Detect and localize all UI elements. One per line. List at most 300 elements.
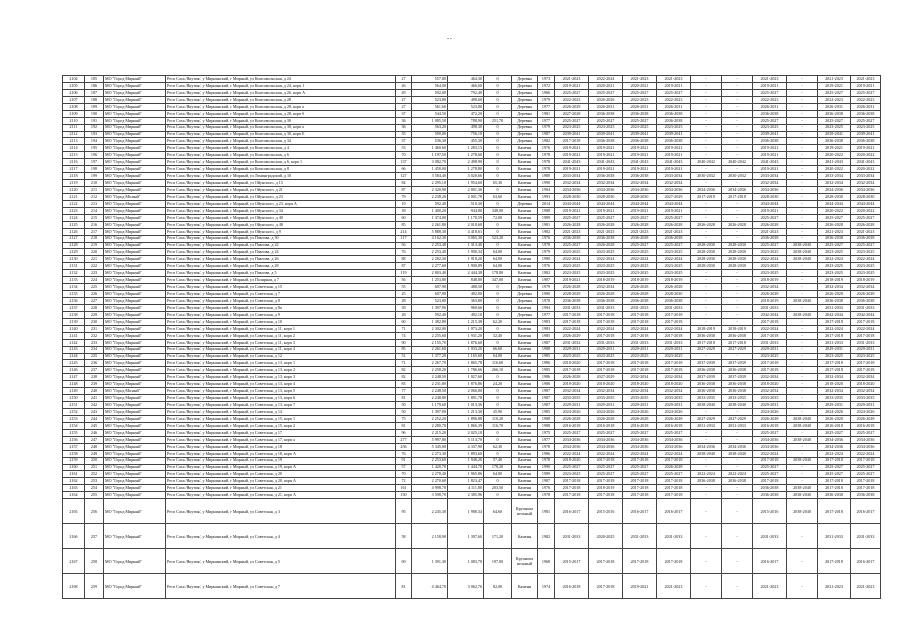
cell-period-1: 2019-2021 xyxy=(555,207,589,214)
cell-period-8: - xyxy=(787,263,818,270)
cell-period-6: 2036-2038 xyxy=(722,367,753,374)
cell-total-area: 2 261,80 xyxy=(412,221,448,228)
cell-municipality: МО "Город Мирный" xyxy=(104,131,166,138)
cell-row-index: 2135 xyxy=(63,291,85,298)
cell-item-number: 187 xyxy=(85,89,104,96)
cell-period-8: - xyxy=(787,138,818,145)
cell-period-10: 2026-2028 xyxy=(851,415,881,422)
cell-period-9: 2034-2036 xyxy=(818,436,851,443)
cell-nonresidential-area: 0 xyxy=(484,339,512,346)
cell-period-3: 2016-2018 xyxy=(623,422,657,429)
cell-period-2: 2024-2026 xyxy=(589,409,623,416)
cell-period-5: 2040-2042 xyxy=(691,159,722,166)
cell-municipality: МО "Город Мирный" xyxy=(104,145,166,152)
cell-total-area: 1 391,30 xyxy=(412,549,448,574)
cell-item-number: 191 xyxy=(85,117,104,124)
table-row xyxy=(63,256,881,263)
cell-row-index: 2151 xyxy=(63,402,85,409)
cell-build-year: 1987 xyxy=(538,395,555,402)
cell-period-5: - xyxy=(691,353,722,360)
cell-period-1: 2025-2027 xyxy=(555,242,589,249)
cell-living-area: 2 498,90 xyxy=(448,159,484,166)
cell-build-year: 1981 xyxy=(538,110,555,117)
cell-living-area: 960,66 xyxy=(448,304,484,311)
cell-period-8: - xyxy=(787,166,818,173)
cell-total-area: 563,20 xyxy=(412,124,448,131)
cell-period-9: 2017-2018 xyxy=(818,549,851,574)
cell-item-number: 229 xyxy=(85,311,104,318)
cell-period-3: 2031-2033 xyxy=(623,524,657,549)
cell-period-7: 2033-2034 xyxy=(753,173,787,180)
cell-build-year: 1972 xyxy=(538,82,555,89)
cell-municipality: МО "Город Мирный" xyxy=(104,574,166,599)
cell-period-6: 2027-2029 xyxy=(722,415,753,422)
cell-build-year: 1979 xyxy=(538,124,555,131)
cell-period-9: 2032-2034 xyxy=(818,180,851,187)
cell-period-7: 2034-2036 xyxy=(753,436,787,443)
cell-period-4: 2024-2026 xyxy=(657,409,691,416)
cell-living-area: 1 927,60 xyxy=(448,374,484,381)
cell-address: Респ Саха /Якутия/, у Мирнинский, г Мирный, ул Советская, д 11, корп 2 xyxy=(166,332,396,339)
cell-nonresidential-area: 0 xyxy=(484,311,512,318)
cell-nonresidential-area: 347,00 xyxy=(484,277,512,284)
cell-period-1: 2017-2018 xyxy=(555,485,589,492)
cell-period-10: 2031-2033 xyxy=(851,524,881,549)
cell-total-area: 544,50 xyxy=(412,110,448,117)
cell-nonresidential-area: 64,00 xyxy=(484,249,512,256)
cell-period-7: 2017-2018 xyxy=(753,367,787,374)
cell-period-5: - xyxy=(691,103,722,110)
cell-living-area: 1 165,60 xyxy=(448,353,484,360)
cell-wall-material: Каменн xyxy=(512,381,538,388)
cell-period-9: 2026-2028 xyxy=(818,221,851,228)
cell-address: Респ Саха /Якутия/, у Мирнинский, г Мирный, ул Советская, д 12 xyxy=(166,353,396,360)
cell-period-2: 2025-2027 xyxy=(589,464,623,471)
cell-period-8: - xyxy=(787,200,818,207)
cell-municipality: МО "Город Мирный" xyxy=(104,256,166,263)
cell-period-3: 2022-2023 xyxy=(623,96,657,103)
cell-period-7: 2025-2027 xyxy=(753,464,787,471)
cell-period-4: 2017-2018 xyxy=(657,318,691,325)
table-row xyxy=(63,367,881,374)
cell-period-5: 2033-2035 xyxy=(691,395,722,402)
cell-period-1: 2016-2018 xyxy=(555,422,589,429)
cell-nonresidential-area: 62,30 xyxy=(484,443,512,450)
cell-period-3: 2017-2018 xyxy=(623,478,657,485)
cell-residents: 77 xyxy=(396,388,412,395)
cell-period-6: - xyxy=(722,124,753,131)
cell-period-3: 2026-2031 xyxy=(623,103,657,110)
cell-row-index: 2123 xyxy=(63,207,85,214)
cell-period-4: 2036-2038 xyxy=(657,138,691,145)
cell-period-8: 2038-2040 xyxy=(787,422,818,429)
cell-period-5: 2036-2038 xyxy=(691,388,722,395)
cell-wall-material: Каменн xyxy=(512,304,538,311)
cell-address: Респ Саха /Якутия/, у Мирнинский, г Мирный, ул Павлова, д 24 xyxy=(166,249,396,256)
cell-period-4: 2023-2025 xyxy=(657,353,691,360)
cell-period-1: 2034-2036 xyxy=(555,436,589,443)
cell-nonresidential-area: 116,70 xyxy=(484,422,512,429)
cell-period-8: - xyxy=(787,381,818,388)
cell-item-number: 219 xyxy=(85,242,104,249)
cell-period-10: 2017-2018 xyxy=(851,332,881,339)
cell-period-3: 2025-2027 xyxy=(623,242,657,249)
cell-period-6: - xyxy=(722,228,753,235)
cell-total-area: 1 377,20 xyxy=(412,353,448,360)
cell-period-8: - xyxy=(787,346,818,353)
table-row xyxy=(63,221,881,228)
cell-period-6: - xyxy=(722,429,753,436)
cell-period-6: - xyxy=(722,499,753,524)
cell-period-4: 2025-2027 xyxy=(657,242,691,249)
cell-build-year: 1983 xyxy=(538,318,555,325)
table-row xyxy=(63,270,881,277)
cell-period-7: 2017-2018 xyxy=(753,360,787,367)
cell-period-3: 2033-2035 xyxy=(623,395,657,402)
cell-period-1: 2025-2027 xyxy=(555,429,589,436)
cell-build-year: 1989 xyxy=(538,214,555,221)
cell-period-10: 2025-2027 xyxy=(851,429,881,436)
cell-period-4: 2029-2031 xyxy=(657,402,691,409)
cell-residents: 150 xyxy=(396,492,412,499)
cell-living-area: 5 113,70 xyxy=(448,436,484,443)
cell-period-1: 2034-2036 xyxy=(555,443,589,450)
cell-period-2: 2036-2038 xyxy=(589,298,623,305)
table-row xyxy=(63,381,881,388)
cell-wall-material: Каменн xyxy=(512,346,538,353)
cell-living-area: 1 933,20 xyxy=(448,346,484,353)
cell-living-area: 1 786,66 xyxy=(448,367,484,374)
cell-period-10: 2020-2022 xyxy=(851,207,881,214)
cell-living-area: 1 931,20 xyxy=(448,332,484,339)
cell-row-index: 2164 xyxy=(63,492,85,499)
cell-period-5: - xyxy=(691,207,722,214)
cell-period-1: 2026-2028 xyxy=(555,284,589,291)
cell-item-number: 211 xyxy=(85,187,104,194)
cell-period-3: 2031-2033 xyxy=(623,304,657,311)
cell-period-2: 2033-2035 xyxy=(589,395,623,402)
cell-period-7: 2029-2031 xyxy=(753,346,787,353)
cell-total-area: 2 278,40 xyxy=(412,471,448,478)
cell-period-7: 2023-2025 xyxy=(753,263,787,270)
cell-living-area: 1 013,36 xyxy=(448,402,484,409)
cell-residents: 82 xyxy=(396,374,412,381)
cell-period-5: 2028-2030 xyxy=(691,249,722,256)
cell-row-index: 2121 xyxy=(63,193,85,200)
cell-item-number: 238 xyxy=(85,374,104,381)
cell-build-year: 1978 xyxy=(538,242,555,249)
cell-municipality: МО "Город Мирный" xyxy=(104,395,166,402)
cell-municipality: МО "Город Мирный" xyxy=(104,471,166,478)
cell-total-area: 2 273,30 xyxy=(412,450,448,457)
cell-wall-material: Деревян xyxy=(512,298,538,305)
cell-period-1: 2039-2041 xyxy=(555,131,589,138)
cell-total-area: 1 179,60 xyxy=(412,402,448,409)
cell-residents: 75 xyxy=(396,415,412,422)
cell-build-year: 1985 xyxy=(538,353,555,360)
cell-item-number: 240 xyxy=(85,388,104,395)
cell-period-5: 2036-2038 xyxy=(691,367,722,374)
cell-period-6: - xyxy=(722,166,753,173)
cell-item-number: 216 xyxy=(85,221,104,228)
cell-period-9: 2017-2018 xyxy=(818,360,851,367)
table-row xyxy=(63,207,881,214)
cell-wall-material: Каменн xyxy=(512,388,538,395)
cell-period-9: 2023-2025 xyxy=(818,124,851,131)
cell-period-1: 2036-2038 xyxy=(555,235,589,242)
cell-period-2: 2016-2018 xyxy=(589,422,623,429)
cell-row-index: 2110 xyxy=(63,117,85,124)
cell-wall-material: Каменн xyxy=(512,409,538,416)
cell-period-3: 2036-2038 xyxy=(623,235,657,242)
cell-period-9: 2044-2044 xyxy=(818,200,851,207)
cell-period-4: 2027-2029 xyxy=(657,193,691,200)
cell-living-area: 1 278,60 xyxy=(448,152,484,159)
cell-total-area: 607,90 xyxy=(412,284,448,291)
cell-period-9: 2032-2034 xyxy=(818,388,851,395)
cell-item-number: 214 xyxy=(85,207,104,214)
cell-period-2: 2015-2016 xyxy=(589,499,623,524)
cell-nonresidential-area: 57,40 xyxy=(484,457,512,464)
cell-wall-material: Каменн xyxy=(512,318,538,325)
cell-living-area: 363,80 xyxy=(448,298,484,305)
cell-period-3: 2036-2038 xyxy=(623,138,657,145)
table-row xyxy=(63,388,881,395)
cell-address: Респ Саха /Якутия/, у Мирнинский, г Мирный, ул Комсомольская, д 8 xyxy=(166,166,396,173)
cell-item-number: 237 xyxy=(85,367,104,374)
cell-period-9: 2026-2028 xyxy=(818,291,851,298)
cell-residents: 49 xyxy=(396,89,412,96)
cell-period-3: 2036-2038 xyxy=(623,173,657,180)
cell-municipality: МО "Город Мирный" xyxy=(104,263,166,270)
cell-period-10: 2036-2038 xyxy=(851,110,881,117)
cell-period-5: 2017-2018 xyxy=(691,339,722,346)
cell-period-1: 2023-2025 xyxy=(555,353,589,360)
cell-living-area: 2 444,38 xyxy=(448,270,484,277)
cell-build-year: 1975 xyxy=(538,429,555,436)
cell-period-6: - xyxy=(722,89,753,96)
cell-period-9: 2025-2027 xyxy=(818,89,851,96)
cell-period-3: 2028-2030 xyxy=(623,193,657,200)
cell-period-2: 2029-2031 xyxy=(589,346,623,353)
cell-total-area: 2 155,70 xyxy=(412,339,448,346)
cell-period-8: - xyxy=(787,187,818,194)
cell-period-4: 2017-2018 xyxy=(657,367,691,374)
cell-item-number: 225 xyxy=(85,284,104,291)
cell-build-year: 1978 xyxy=(538,152,555,159)
cell-period-5: 2036-2038 xyxy=(691,381,722,388)
cell-living-area: 1 215,38 xyxy=(448,318,484,325)
cell-municipality: МО "Город Мирный" xyxy=(104,96,166,103)
cell-address: Респ Саха /Якутия/, у Мирнинский, г Мирный, ул Советская, д 4 xyxy=(166,524,396,549)
cell-period-4: 2041-2043 xyxy=(657,159,691,166)
cell-row-index: 2136 xyxy=(63,298,85,305)
cell-period-9: 2025-2027 xyxy=(818,117,851,124)
cell-municipality: МО "Город Мirный" xyxy=(104,193,166,200)
cell-period-7: 2032-2034 xyxy=(753,388,787,395)
cell-period-6: 2017-2018 xyxy=(722,339,753,346)
cell-build-year: 1987 xyxy=(538,388,555,395)
cell-period-2: 2034-2036 xyxy=(589,443,623,450)
cell-build-year: 1966 xyxy=(538,89,555,96)
cell-total-area: 592,00 xyxy=(412,89,448,96)
table-row xyxy=(63,436,881,443)
cell-period-10: 2044-2044 xyxy=(851,200,881,207)
cell-address: Респ Саха /Якутия/, у Мирнинский, г Мирный, ул Комсомольская, д 24 xyxy=(166,76,396,83)
cell-total-area: 2 277,60 xyxy=(412,263,448,270)
table-row xyxy=(63,103,881,110)
cell-nonresidential-area: 63,60 xyxy=(484,193,512,200)
cell-build-year: 1977 xyxy=(538,103,555,110)
cell-period-2: 2039-2041 xyxy=(589,131,623,138)
cell-item-number: 239 xyxy=(85,381,104,388)
cell-build-year: 1986 xyxy=(538,360,555,367)
cell-period-10: 2023-2025 xyxy=(851,124,881,131)
cell-period-4: 2029-2031 xyxy=(657,346,691,353)
cell-period-7: 2017-2018 xyxy=(753,318,787,325)
cell-wall-material: Каменн xyxy=(512,277,538,284)
cell-wall-material: Деревян xyxy=(512,103,538,110)
cell-wall-material: Каменн xyxy=(512,485,538,492)
cell-period-8: - xyxy=(787,277,818,284)
cell-period-10: 2022-2024 xyxy=(851,450,881,457)
cell-period-1: 2036-2038 xyxy=(555,298,589,305)
cell-period-3: 2034-2036 xyxy=(623,443,657,450)
cell-period-3: 2019-2021 xyxy=(623,574,657,599)
cell-period-1: 2028-2029 xyxy=(555,291,589,298)
cell-period-8: - xyxy=(787,388,818,395)
cell-municipality: МО "Город Мирный" xyxy=(104,152,166,159)
cell-residents: 19 xyxy=(396,200,412,207)
cell-period-3: 2029-2031 xyxy=(623,346,657,353)
cell-period-2: 2036-2038 xyxy=(589,173,623,180)
cell-build-year: 1977 xyxy=(538,436,555,443)
cell-living-area: 1 283,15 xyxy=(448,145,484,152)
cell-residents: 28 xyxy=(396,298,412,305)
cell-period-6: - xyxy=(722,103,753,110)
cell-period-4: 2017-2018 xyxy=(657,360,691,367)
cell-wall-material: Каменн xyxy=(512,471,538,478)
table-row xyxy=(63,242,881,249)
cell-residents: 28 xyxy=(396,311,412,318)
cell-period-6: - xyxy=(722,464,753,471)
cell-row-index: 2130 xyxy=(63,256,85,263)
cell-period-3: 2017-2018 xyxy=(623,367,657,374)
cell-residents: 39 xyxy=(396,207,412,214)
cell-build-year: 1976 xyxy=(538,485,555,492)
cell-period-3: 2019-2021 xyxy=(623,145,657,152)
table-row xyxy=(63,298,881,305)
cell-residents: 83 xyxy=(396,381,412,388)
cell-period-7: 2019-2021 xyxy=(753,82,787,89)
cell-period-9: 2021-2023 xyxy=(818,574,851,599)
cell-living-area: 1 946,20 xyxy=(448,457,484,464)
cell-period-7: 2021-2023 xyxy=(753,228,787,235)
cell-wall-material: Деревян xyxy=(512,311,538,318)
cell-period-1: 2025-2027 xyxy=(555,89,589,96)
cell-row-index: 2143 xyxy=(63,346,85,353)
cell-period-5: - xyxy=(691,549,722,574)
cell-address: Респ Саха /Якутия/, у Мирнинский, г Мирный, ул Комсомольская, д 28 xyxy=(166,96,396,103)
cell-period-6: 2017-2018 xyxy=(722,193,753,200)
cell-period-2: 2041-2043 xyxy=(589,159,623,166)
cell-build-year: 1980 xyxy=(538,291,555,298)
cell-row-index: 2159 xyxy=(63,457,85,464)
cell-living-area: 1 865,78 xyxy=(448,360,484,367)
cell-period-5: 2036-2038 xyxy=(691,332,722,339)
cell-period-4: 2036-2038 xyxy=(657,117,691,124)
cell-period-3: 2025-2027 xyxy=(623,117,657,124)
cell-period-1: 2028-2030 xyxy=(555,193,589,200)
cell-total-area: 564,00 xyxy=(412,82,448,89)
cell-period-2: 2017-2018 xyxy=(589,360,623,367)
cell-period-9: 2032-2034 xyxy=(818,374,851,381)
cell-period-6: 2037-2039 xyxy=(722,374,753,381)
cell-row-index: 2111 xyxy=(63,124,85,131)
cell-item-number: 234 xyxy=(85,346,104,353)
cell-period-2: 2017-2018 xyxy=(589,549,623,574)
cell-period-4: 2025-2027 xyxy=(657,429,691,436)
cell-row-index: 2122 xyxy=(63,200,85,207)
cell-period-2: 2025-2027 xyxy=(589,117,623,124)
cell-period-1: 2019-2021 xyxy=(555,277,589,284)
cell-living-area: 1 893,60 xyxy=(448,450,484,457)
cell-period-5: - xyxy=(691,110,722,117)
cell-period-3: 2025-2027 xyxy=(623,429,657,436)
cell-period-4: 2022-2024 xyxy=(657,325,691,332)
cell-residents: 70 xyxy=(396,152,412,159)
cell-residents: 161 xyxy=(396,485,412,492)
cell-nonresidential-area: 197,00 xyxy=(484,549,512,574)
cell-build-year: 1978 xyxy=(538,443,555,450)
cell-period-1: 2022-2023 xyxy=(555,96,589,103)
cell-period-8: - xyxy=(787,221,818,228)
cell-period-1: 2018-2020 xyxy=(555,381,589,388)
cell-period-7: 2025-2027 xyxy=(753,117,787,124)
cell-period-10: 2021-2023 xyxy=(851,76,881,83)
cell-nonresidential-area: 0 xyxy=(484,478,512,485)
cell-wall-material: Деревян xyxy=(512,124,538,131)
cell-period-2: 2017-2018 xyxy=(589,574,623,599)
cell-period-9: 2022-2024 xyxy=(818,256,851,263)
cell-item-number: 210 xyxy=(85,180,104,187)
cell-period-9: 2036-2038 xyxy=(818,298,851,305)
cell-residents: 71 xyxy=(396,325,412,332)
cell-residents: 35 xyxy=(396,131,412,138)
cell-nonresidential-area: 62,20 xyxy=(484,318,512,325)
table-row xyxy=(63,76,881,83)
cell-period-10: 2032-2034 xyxy=(851,388,881,395)
cell-total-area: 1 400,20 xyxy=(412,207,448,214)
cell-period-10: 2021-2023 xyxy=(851,574,881,599)
cell-period-1: 2033-2035 xyxy=(555,395,589,402)
cell-address: Респ Саха /Якутия/, у Мирнинский, г Мирный, ул Советская, д 20, корп А xyxy=(166,478,396,485)
cell-row-index: 2150 xyxy=(63,395,85,402)
cell-address: Респ Саха /Якутия/, у Мирнинский, г Мирный, ул Советская, д 17, корп а xyxy=(166,436,396,443)
cell-address: Респ Саха /Якутия/, у Мирнинский, г Мирный, ул Советская, д 13, корп 2 xyxy=(166,367,396,374)
cell-period-4: 2026-2028 xyxy=(657,415,691,422)
cell-wall-material: Деревян xyxy=(512,76,538,83)
cell-period-5: 2022-2024 xyxy=(691,471,722,478)
cell-period-9: 2026-2028 xyxy=(818,415,851,422)
cell-period-8: - xyxy=(787,339,818,346)
cell-row-index: 2107 xyxy=(63,96,85,103)
cell-period-3: 2020-2021 xyxy=(623,82,657,89)
cell-item-number: 233 xyxy=(85,339,104,346)
page-number: -- xyxy=(447,36,453,42)
cell-address: Респ Саха /Якутия/, у Мирнинский, г Мирный, ул Комсомольская, д 30 xyxy=(166,117,396,124)
cell-municipality: МО "Город Мирный" xyxy=(104,339,166,346)
